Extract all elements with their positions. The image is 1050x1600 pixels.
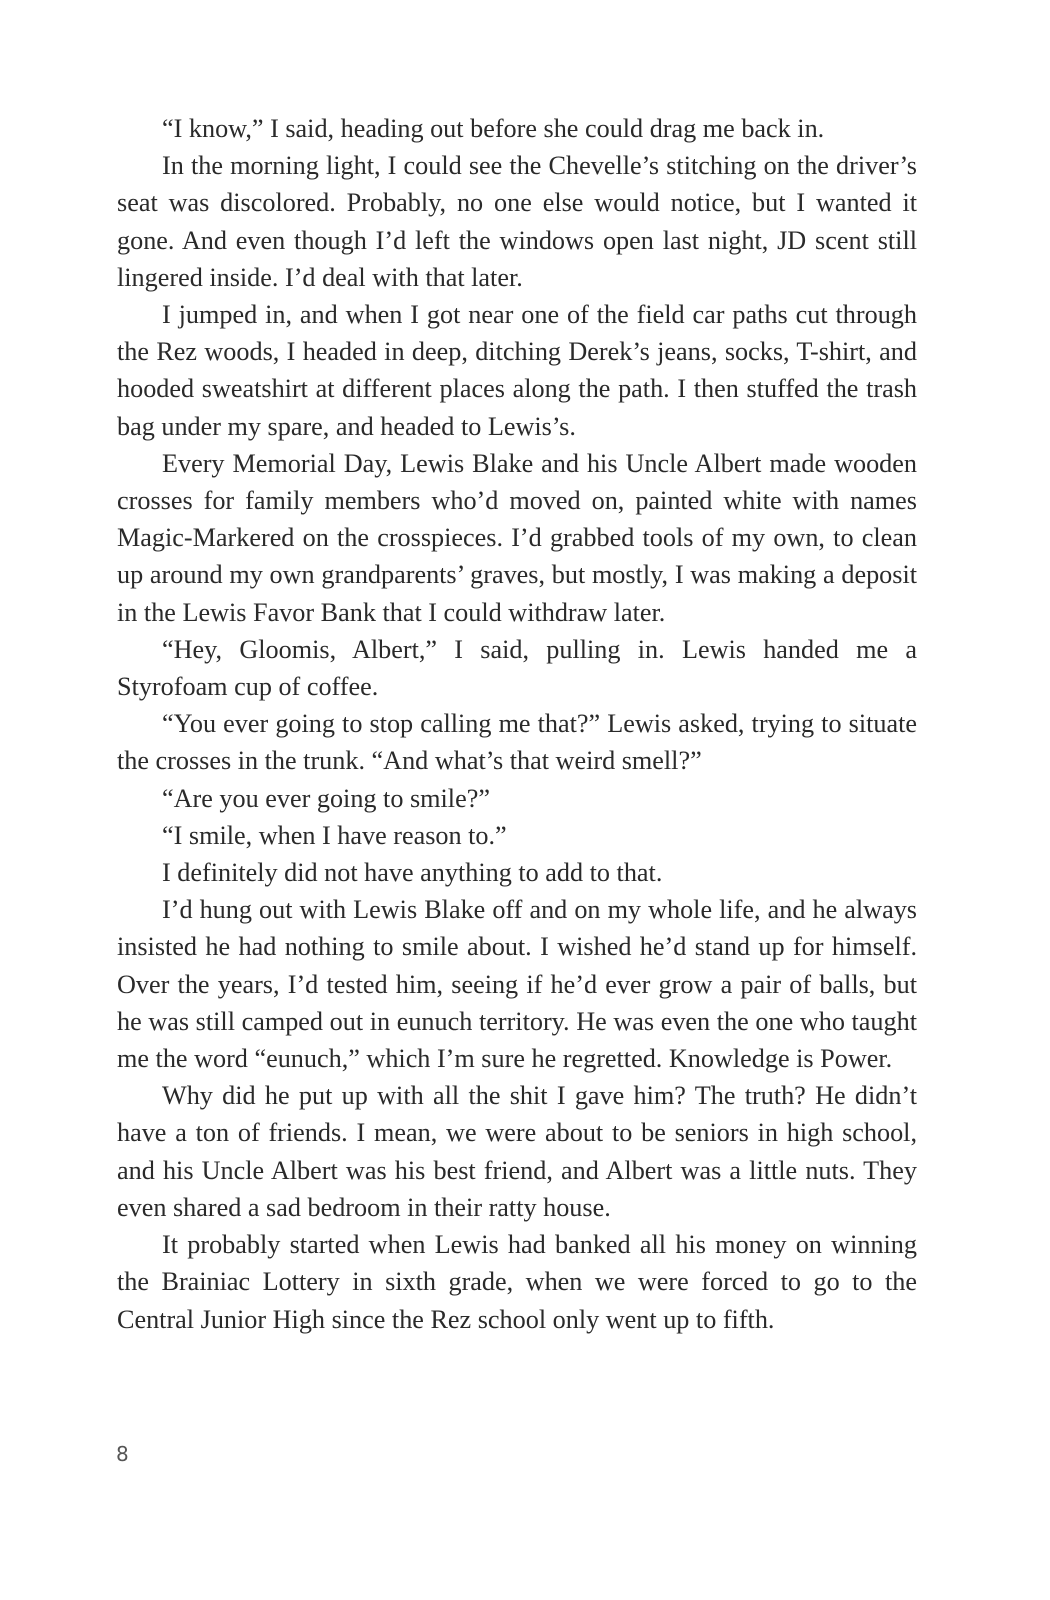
paragraph: “You ever going to stop calling me that?” Lewis asked, trying to situate the crosses in the trunk. “And what’s that weird smell?” <box>117 709 917 776</box>
paragraph: I’d hung out with Lewis Blake off and on my whole life, and he always insisted he had nothing to smile about. I wished he’d stand up for himself. Over the years, I’d tested him, seeing if he’d ever grow a pair of balls, but he was still camped out in eunuch territory. He was even the one who taught me the word “eunuch,” which I’m sure he regretted. Knowledge is Power. <box>117 895 917 1074</box>
page-number: 8 <box>116 1442 129 1466</box>
paragraph: “Are you ever going to smile?” <box>162 783 490 813</box>
paragraph: Why did he put up with all the shit I gave him? The truth? He didn’t have a ton of friends. I mean, we were about to be seniors in high school, and his Uncle Albert was his best friend, and Albert was a little nuts. They even shared a sad bedroom in their ratty house. <box>117 1081 917 1222</box>
paragraph: “I know,” I said, heading out before she could drag me back in. <box>162 114 825 143</box>
paragraph: I jumped in, and when I got near one of the field car paths cut through the Rez woods, I headed in deep, ditching Derek’s jeans, socks, T-shirt, and hooded sweatshirt at different places along the path. I then stuffed the trash bag under my spare, and headed to Lewis’s. <box>117 300 917 441</box>
body-text <box>117 110 917 1338</box>
paragraph: In the morning light, I could see the Chevelle’s stitching on the driver’s seat was discolored. Probably, no one else would notice, but I wanted it gone. And even though I’d left the windows open last night, JD scent still lingered inside. I’d deal with that later. <box>117 151 917 292</box>
paragraph: Every Memorial Day, Lewis Blake and his Uncle Albert made wooden crosses for family members who’d moved on, painted white with names Magic-Markered on the crosspieces. I’d grabbed tools of my own, to clean up around my own grandparents’ graves, but mostly, I was making a deposit in the Lewis Favor Bank that I could withdraw later. <box>117 448 917 627</box>
paragraph: “I smile, when I have reason to.” <box>162 820 507 850</box>
paragraph: I definitely did not have anything to add to that. <box>162 858 663 888</box>
paragraph: It probably started when Lewis had banked all his money on winning the Brainiac Lottery in sixth grade, when we were forced to go to the Central Junior High since the Rez school only went up to fifth. <box>117 1230 917 1334</box>
paragraph: “Hey, Gloomis, Albert,” I said, pulling in. Lewis handed me a Styrofoam cup of coffee. <box>117 634 917 702</box>
